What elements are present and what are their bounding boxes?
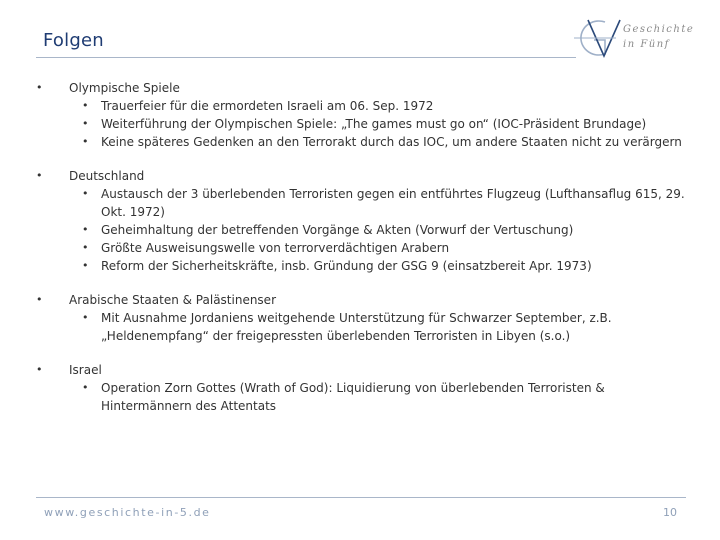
section-heading-row (36, 291, 686, 309)
logo-text-line1: Geschichte (623, 24, 695, 35)
list-item (69, 221, 686, 239)
logo-text-line2: in Fünf (623, 39, 670, 50)
list-item-text: Größte Ausweisungswelle von terrorverdächtigen Arabern (101, 241, 450, 255)
bullet-icon: • (82, 135, 89, 148)
list-item (69, 379, 686, 415)
section-heading-row (36, 79, 686, 97)
footer-divider (36, 497, 686, 498)
list-item-text: Austausch der 3 überlebenden Terroristen gegen ein entführtes Flugzeug (Lufthansaflug 615, 29. Okt. 1972) (101, 187, 685, 219)
list-item (69, 185, 686, 221)
bullet-icon: • (82, 187, 89, 200)
bullet-icon: • (82, 223, 89, 236)
list-item-text: Mit Ausnahme Jordaniens weitgehende Unterstützung für Schwarzer September, z.B. „Heldenempfang“ der freigepressten überlebenden Terroristen in Libyen (s.o.) (101, 311, 612, 343)
section-olympische-spiele (36, 79, 686, 151)
section-heading: Israel (69, 363, 102, 377)
list-item-text: Geheimhaltung der betreffenden Vorgänge & Akten (Vorwurf der Vertuschung) (101, 223, 574, 237)
list-item (69, 133, 686, 151)
section-heading: Deutschland (69, 169, 145, 183)
bullet-icon: • (82, 99, 89, 112)
bullet-content (36, 79, 686, 415)
list-item-text: Trauerfeier für die ermordeten Israeli am 06. Sep. 1972 (101, 99, 434, 113)
bullet-icon: • (82, 241, 89, 254)
section-heading-row (36, 361, 686, 379)
list-item (69, 239, 686, 257)
bullet-icon: • (36, 169, 43, 182)
title-divider (36, 57, 576, 58)
list-item-text: Weiterführung der Olympischen Spiele: „The games must go on“ (IOC-Präsident Brundage) (101, 117, 647, 131)
sub-list (69, 309, 686, 345)
gv-monogram-icon (572, 16, 695, 60)
section-israel (36, 361, 686, 415)
list-item-text: Operation Zorn Gottes (Wrath of God): Liquidierung von überlebenden Terroristen & Hintermännern des Attentats (101, 381, 605, 413)
footer-website-url: www.geschichte-in-5.de (44, 506, 211, 519)
bullet-icon: • (82, 381, 89, 394)
list-item-text: Keine späteres Gedenken an den Terrorakt durch das IOC, um andere Staaten nicht zu verärgern (101, 135, 682, 149)
list-item (69, 257, 686, 275)
page-number: 10 (663, 506, 677, 519)
bullet-icon: • (82, 311, 89, 324)
section-heading: Olympische Spiele (69, 81, 180, 95)
bullet-icon: • (36, 363, 43, 376)
list-item (69, 115, 686, 133)
bullet-icon: • (82, 117, 89, 130)
sub-list (69, 379, 686, 415)
section-heading: Arabische Staaten & Palästinenser (69, 293, 276, 307)
bullet-icon: • (36, 293, 43, 306)
bullet-icon: • (36, 81, 43, 94)
gv-monogram-logo (572, 16, 695, 60)
slide-title: Folgen (43, 30, 104, 51)
list-item-text: Reform der Sicherheitskräfte, insb. Gründung der GSG 9 (einsatzbereit Apr. 1973) (101, 259, 592, 273)
section-arabische-staaten (36, 291, 686, 345)
section-deutschland (36, 167, 686, 275)
bullet-icon: • (82, 259, 89, 272)
sub-list (69, 97, 686, 151)
list-item (69, 309, 686, 345)
sub-list (69, 185, 686, 275)
section-heading-row (36, 167, 686, 185)
list-item (69, 97, 686, 115)
